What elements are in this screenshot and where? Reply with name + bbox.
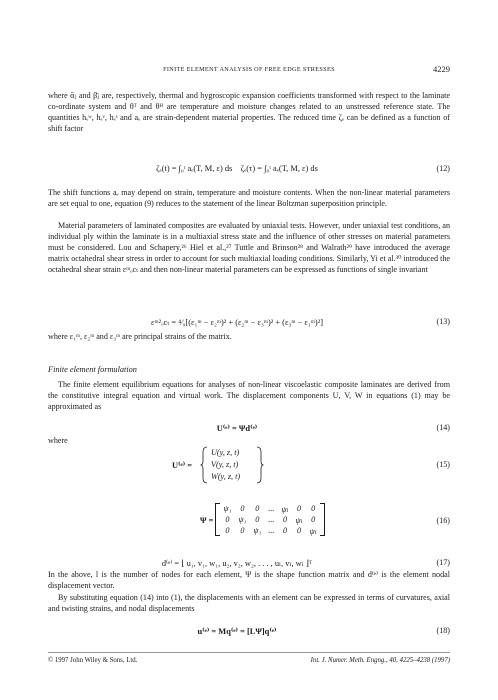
equation-18-body: u⁽ᵉ⁾ = Mq⁽ᵉ⁾ = [LΨ]q⁽ᵉ⁾ <box>197 627 277 636</box>
matrix-cell: ψ₁ <box>253 526 262 535</box>
footer-divider <box>48 652 450 653</box>
matrix-cell: 0 <box>225 526 230 535</box>
equation-16-lhs: Ψ = <box>200 516 214 525</box>
equation-18-number: (18) <box>436 626 450 635</box>
equation-13-number: (13) <box>436 317 450 326</box>
paragraph-4: where ε₁ᵐ, ε₂ᵐ and ε₃ᵐ are principal strains of the matrix. <box>48 332 232 341</box>
matrix-cell: 0 <box>225 515 230 524</box>
equation-12-left: ζₑ(t) = ∫₀ᵗ aₑ(T, M, ε) ds <box>156 164 233 173</box>
paragraph-1: where ᾱⱼ and β̄ⱼ are, respectively, thermal and hygroscopic expansion coefficients transformed with respect to the laminate co-ordinate system and θᵀ and θᴴ are temperature and moisture changes related to an unstressed reference state. The quantities hₑʷ, hₑᵛ, hₑˢ and aₑ are strain-dependent material properties. The reduced time ζₑ can be defined as a function of shift factor <box>48 91 450 133</box>
matrix-row <box>220 503 320 514</box>
footer-copyright: © 1997 John Wiley & Sons, Ltd. <box>48 657 138 664</box>
paragraph-6: In the above, l is the number of nodes for each element, Ψ is the shape function matrix and d⁽ᵉ⁾ is the element nodal displacement vector. <box>48 570 450 590</box>
equation-14-body: U⁽ᵉ⁾ = Ψd⁽ᵉ⁾ <box>216 424 258 433</box>
matrix-cell: ψₗ <box>309 526 317 536</box>
vector-row-v: V(y, z, t) <box>211 460 239 469</box>
matrix-cell: 0 <box>297 526 302 535</box>
matrix-cell: 0 <box>255 515 260 524</box>
equation-17-body: d⁽ᵉ⁾ = ⌊ u₁, v₁, w₁, u₂, v₂, w₂, . . . , uₗ, vₗ, wₗ ⌋ᵀ <box>161 559 313 568</box>
matrix-cell: ψₗ <box>295 515 303 525</box>
vector-row-w: W(y, z, t) <box>211 472 241 481</box>
equation-17-number: (17) <box>436 558 450 567</box>
left-brace-icon <box>200 446 208 484</box>
matrix-cell: 0 <box>282 526 288 535</box>
running-header: FINITE ELEMENT ANALYSIS OF FREE EDGE STRESSES <box>163 66 335 73</box>
equation-16 <box>48 503 450 543</box>
vector-row-u: U(y, z, t) <box>211 448 240 457</box>
matrix-row <box>220 514 320 525</box>
matrix-cell: ψₗ <box>281 504 289 514</box>
matrix-cell: 0 <box>297 504 302 513</box>
matrix-cell: 0 <box>311 515 316 524</box>
equation-13-body: εᵐ²ₒcₜ = ⁴⁄₉[(ε₁ᵐ − ε₂ᵐ)² + (ε₂ᵐ − ε₃ᵐ)² + (ε₃ᵐ − ε₁ᵐ)²] <box>150 318 324 327</box>
matrix-cell: ψ₁ <box>238 515 247 524</box>
equation-16-number: (16) <box>436 516 450 525</box>
matrix-cell: ... <box>268 526 275 535</box>
paragraph-3: Material parameters of laminated composites are evaluated by uniaxial tests. However, under uniaxial test conditions, an individual ply within the laminate is in a multiaxial stress state and the influence of other stresses on material parameters must be considered. Lou and Schapery,²⁶ Hiel et al.,²⁷ Tuttle and Brinson²⁸ and Walrath²⁹ have introduced the average matrix octahedral shear stress in order to account for such multiaxial loading conditions. Similarly, Yi et al.³⁰ introduced the octahedral shear strain εᵐₒcₜ and then non-linear material parameters can be expressed as functions of single invariant <box>48 221 450 274</box>
matrix-cell: 0 <box>240 504 245 513</box>
page-number: 4229 <box>433 64 450 74</box>
section-title: Finite element formulation <box>48 365 137 374</box>
matrix-cell: ... <box>268 515 275 524</box>
paragraph-5: The finite element equilibrium equations for analyses of non-linear viscoelastic composite laminates are derived from the constitutive integral equation and virtual work. The displacement components U, V, W in equations (1) may be approximated as <box>48 380 450 411</box>
paragraph-7: By substituting equation (14) into (1), the displacements with an element can be expressed in terms of curvatures, axial and twisting strains, and nodal displacements <box>48 593 450 613</box>
equation-12-number: (12) <box>436 164 450 173</box>
matrix-left-bracket <box>215 503 220 536</box>
equation-15-number: (15) <box>436 460 450 469</box>
equation-14-number: (14) <box>436 423 450 432</box>
matrix-cell: ... <box>268 504 275 513</box>
equation-15-lhs: U⁽ᵉ⁾ = <box>172 461 193 470</box>
matrix-right-bracket <box>320 503 325 536</box>
equation-12-right: ζₑ(τ) = ∫₀ᵗ aₑ(T, M, ε) ds <box>240 164 318 173</box>
matrix-cell: ψ₁ <box>223 504 232 513</box>
right-brace-icon <box>256 446 264 484</box>
equation-15 <box>48 446 450 486</box>
footer-journal: Int. J. Numer. Meth. Engng., 40, 4225–4238 (1997) <box>310 657 450 664</box>
matrix-cell: 0 <box>282 515 288 524</box>
equation-12-body <box>48 164 426 173</box>
shape-function-matrix <box>220 503 320 536</box>
matrix-row <box>220 525 320 536</box>
where-label: where <box>48 436 68 445</box>
matrix-cell: 0 <box>240 526 245 535</box>
paragraph-2: The shift functions aₑ may depend on strain, temperature and moisture contents. When the non-linear material parameters are set equal to one, equation (9) reduces to the statement of the linear Boltzman superposition principle. <box>48 188 450 208</box>
matrix-cell: 0 <box>255 504 260 513</box>
matrix-cell: 0 <box>311 504 316 513</box>
equation-15-vector <box>211 447 240 483</box>
